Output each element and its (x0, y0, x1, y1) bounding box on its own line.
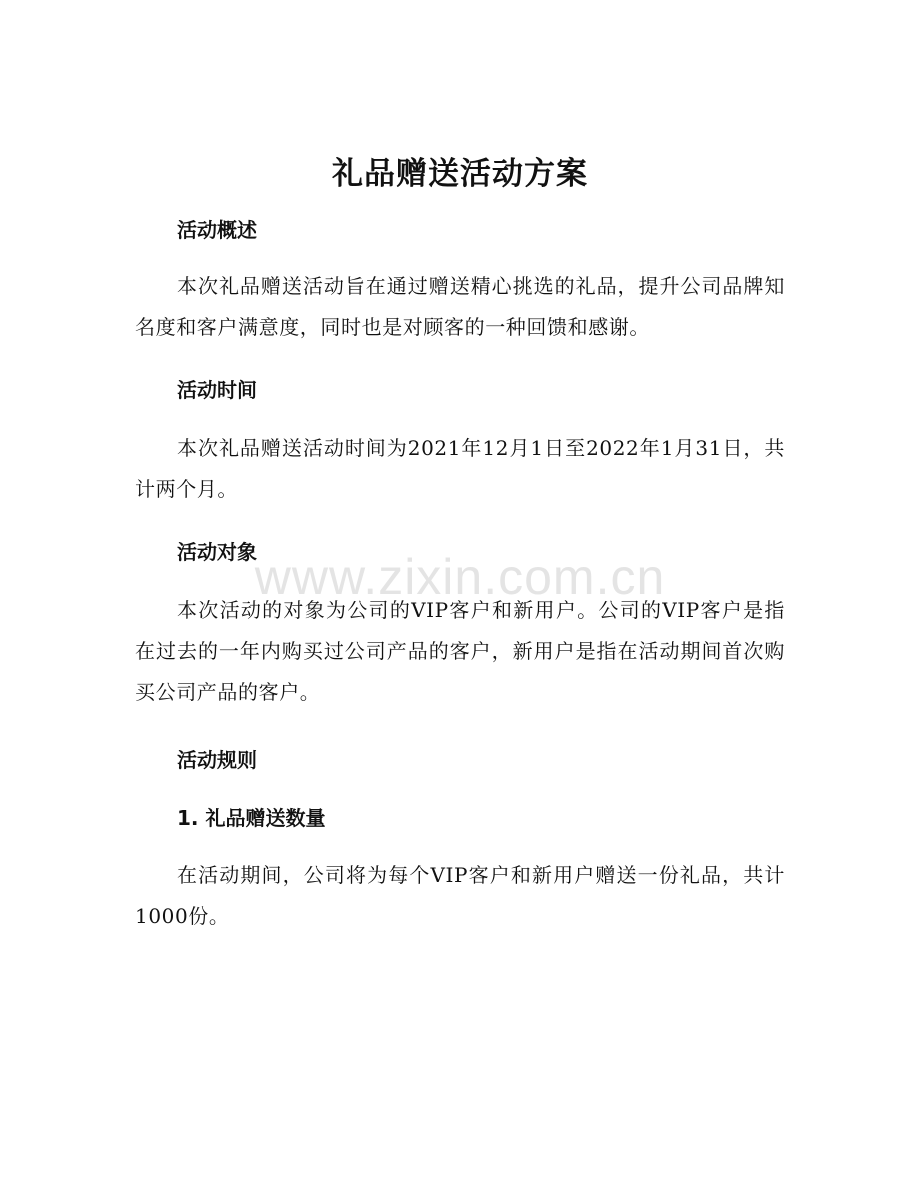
section-body-time: 本次礼品赠送活动时间为2021年12月1日至2022年1月31日，共计两个月。 (135, 436, 785, 501)
section-body-overview: 本次礼品赠送活动旨在通过赠送精心挑选的礼品，提升公司品牌知名度和客户满意度，同时也是对顾客的一种回馈和感谢。 (135, 274, 785, 339)
section-heading-rules: 活动规则 (177, 748, 257, 772)
section-heading-audience: 活动对象 (177, 540, 257, 564)
section-heading-overview: 活动概述 (177, 218, 257, 242)
watermark: www.zixin.com.cn (254, 549, 666, 605)
section-body-audience: 本次活动的对象为公司的VIP客户和新用户。公司的VIP客户是指在过去的一年内购买过公司产品的客户，新用户是指在活动期间首次购买公司产品的客户。 (135, 598, 785, 704)
subsection-body-gift-quantity: 在活动期间，公司将为每个VIP客户和新用户赠送一份礼品，共计1000份。 (135, 863, 785, 928)
document-title: 礼品赠送活动方案 (332, 156, 588, 192)
section-heading-time: 活动时间 (177, 378, 257, 402)
subsection-heading-gift-quantity: 1. 礼品赠送数量 (177, 806, 326, 830)
